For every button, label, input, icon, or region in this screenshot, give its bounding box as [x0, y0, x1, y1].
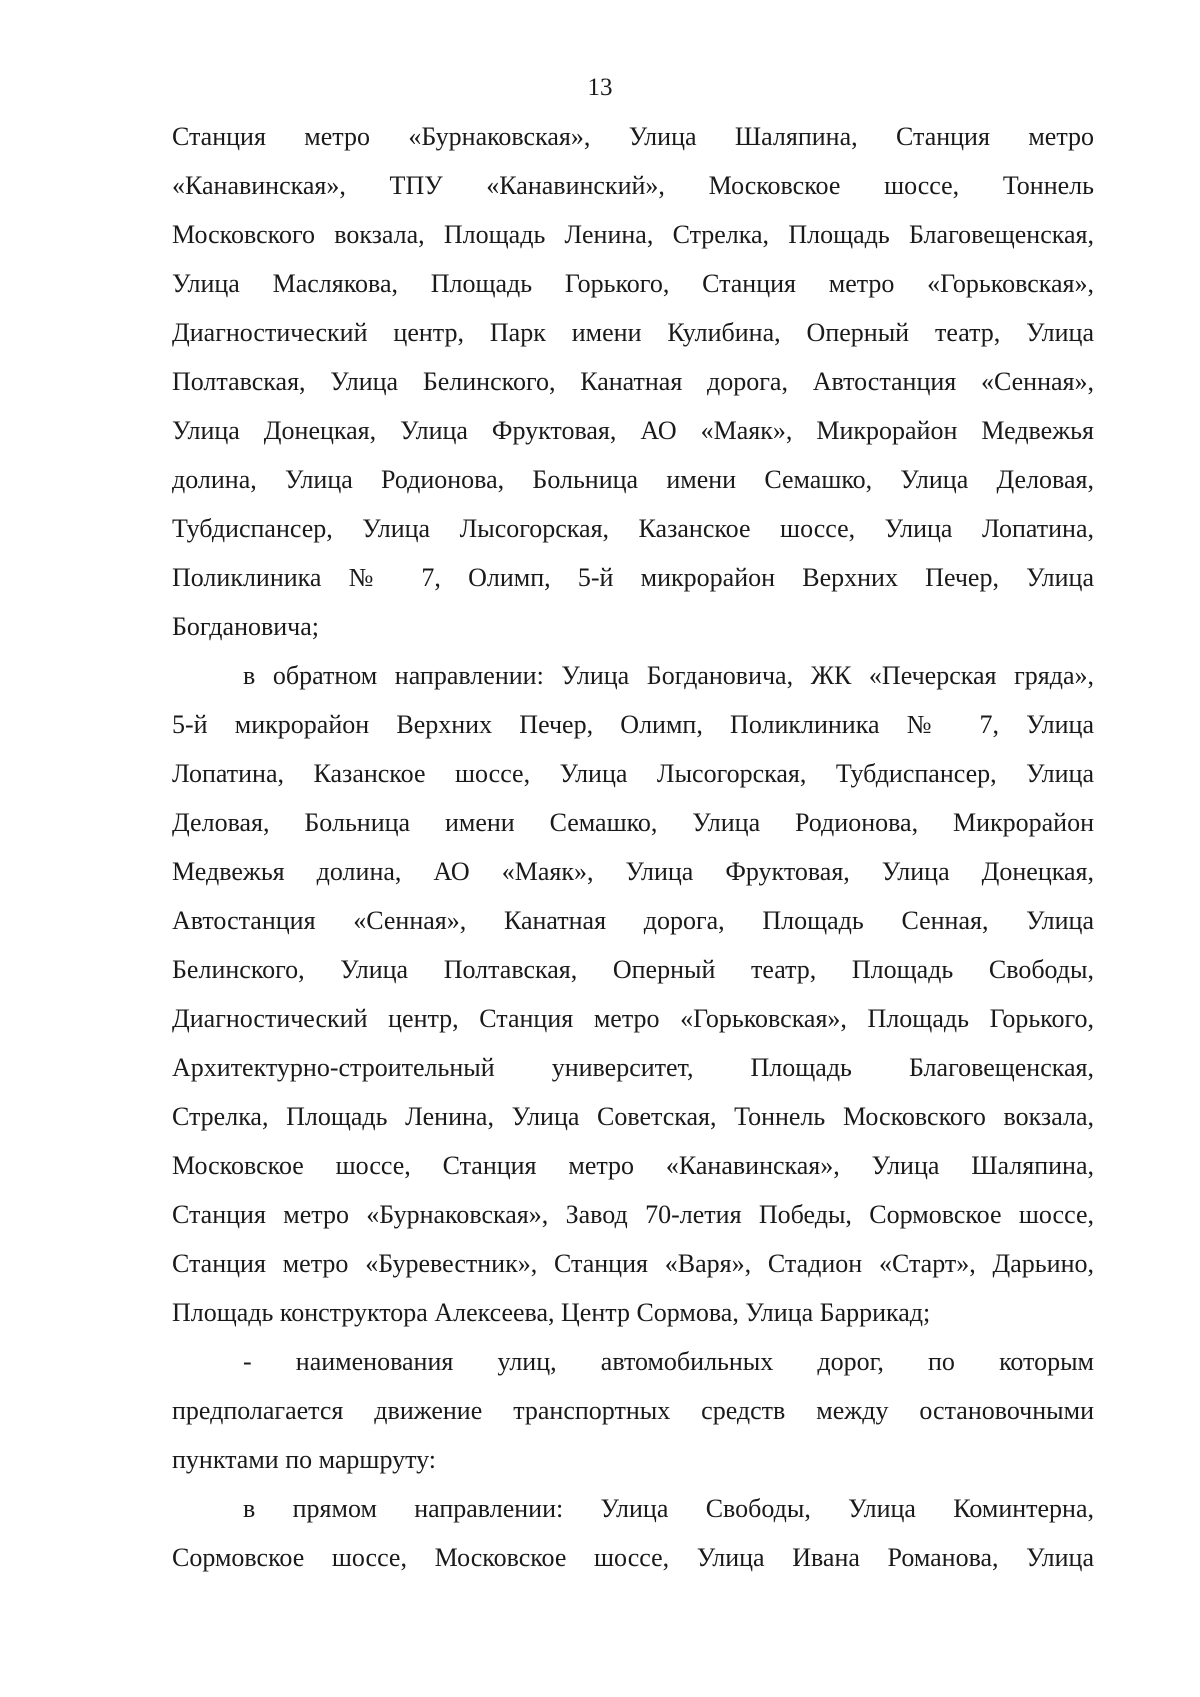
- text-line: долина, Улица Родионова, Больница имени Семашко, Улица Деловая,: [172, 465, 1094, 494]
- text-line: в прямом направлении: Улица Свободы, Улица Коминтерна,: [243, 1494, 1094, 1523]
- text-line: Улица Маслякова, Площадь Горького, Станция метро «Горьковская»,: [172, 269, 1094, 298]
- text-line: Московского вокзала, Площадь Ленина, Стрелка, Площадь Благовещенская,: [172, 220, 1094, 249]
- text-line: Медвежья долина, АО «Маяк», Улица Фруктовая, Улица Донецкая,: [172, 857, 1094, 886]
- text-line: Станция метро «Буревестник», Станция «Варя», Стадион «Старт», Дарьино,: [172, 1249, 1094, 1278]
- text-line: Автостанция «Сенная», Канатная дорога, Площадь Сенная, Улица: [172, 906, 1094, 935]
- text-line: Белинского, Улица Полтавская, Оперный театр, Площадь Свободы,: [172, 955, 1094, 984]
- text-line: Богдановича;: [172, 612, 320, 641]
- text-line: Тубдиспансер, Улица Лысогорская, Казанское шоссе, Улица Лопатина,: [172, 514, 1094, 543]
- page-number: 13: [587, 74, 613, 101]
- text-line: Диагностический центр, Станция метро «Горьковская», Площадь Горького,: [172, 1004, 1094, 1033]
- text-line: Сормовское шоссе, Московское шоссе, Улица Ивана Романова, Улица: [172, 1543, 1094, 1572]
- text-line: Станция метро «Бурнаковская», Улица Шаляпина, Станция метро: [172, 122, 1094, 151]
- text-line: Стрелка, Площадь Ленина, Улица Советская, Тоннель Московского вокзала,: [172, 1102, 1094, 1131]
- text-line: «Канавинская», ТПУ «Канавинский», Московское шоссе, Тоннель: [172, 171, 1094, 200]
- text-line: 5-й микрорайон Верхних Печер, Олимп, Поликлиника № 7, Улица: [172, 710, 1094, 739]
- text-line: Деловая, Больница имени Семашко, Улица Родионова, Микрорайон: [172, 808, 1094, 837]
- text-line: - наименования улиц, автомобильных дорог, по которым: [243, 1347, 1094, 1376]
- text-line: Архитектурно-строительный университет, Площадь Благовещенская,: [172, 1053, 1094, 1082]
- text-line: Поликлиника № 7, Олимп, 5-й микрорайон Верхних Печер, Улица: [172, 563, 1094, 592]
- text-line: пунктами по маршруту:: [172, 1445, 437, 1474]
- document-body: [172, 112, 1094, 1582]
- text-line: Улица Донецкая, Улица Фруктовая, АО «Маяк», Микрорайон Медвежья: [172, 416, 1094, 445]
- text-line: Московское шоссе, Станция метро «Канавинская», Улица Шаляпина,: [172, 1151, 1094, 1180]
- text-line: Станция метро «Бурнаковская», Завод 70-летия Победы, Сормовское шоссе,: [172, 1200, 1094, 1229]
- text-line: предполагается движение транспортных средств между остановочными: [172, 1396, 1094, 1425]
- text-line: в обратном направлении: Улица Богдановича, ЖК «Печерская гряда»,: [243, 661, 1094, 690]
- text-line: Площадь конструктора Алексеева, Центр Сормова, Улица Баррикад;: [172, 1298, 931, 1327]
- text-line: Лопатина, Казанское шоссе, Улица Лысогорская, Тубдиспансер, Улица: [172, 759, 1094, 788]
- text-line: Полтавская, Улица Белинского, Канатная дорога, Автостанция «Сенная»,: [172, 367, 1094, 396]
- text-line: Диагностический центр, Парк имени Кулибина, Оперный театр, Улица: [172, 318, 1094, 347]
